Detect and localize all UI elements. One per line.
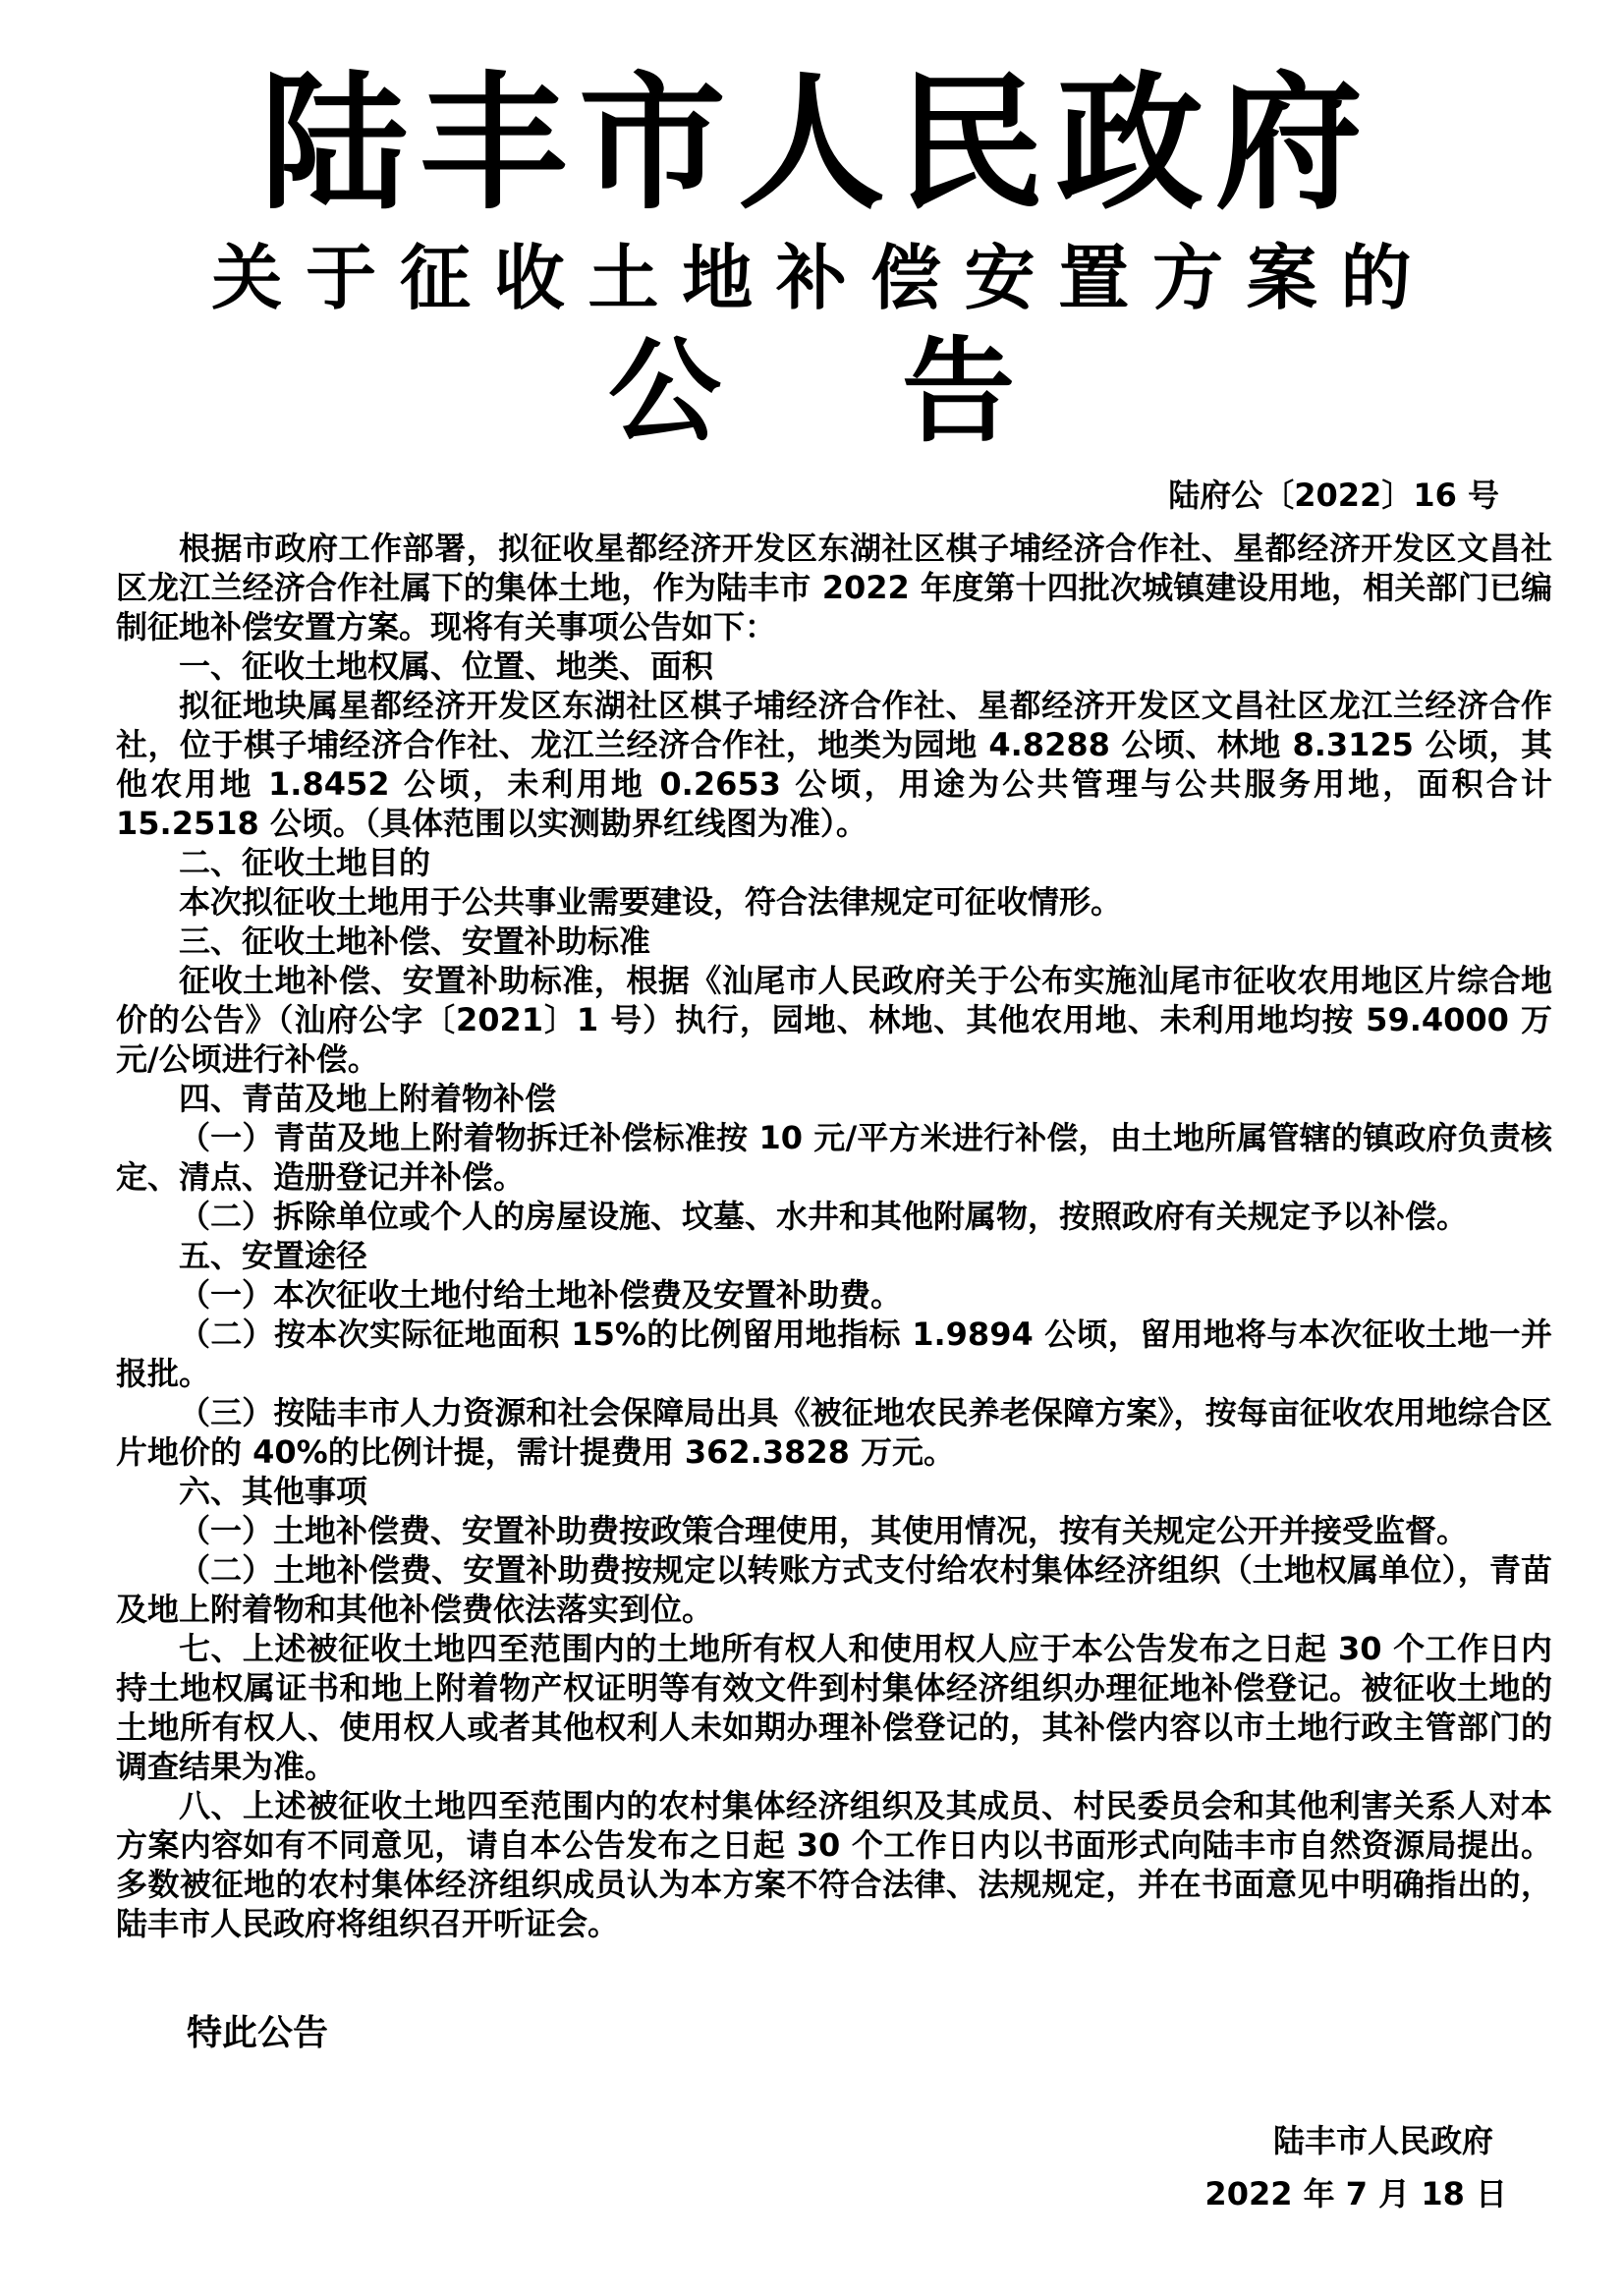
signature-block bbox=[0, 2114, 1623, 2220]
section-heading-1: 一、征收土地权属、位置、地类、面积 bbox=[179, 647, 714, 685]
paragraph-crops-1: （一）青苗及地上附着物拆迁补偿标准按 10 元/平方米进行补偿，由土地所属管辖的镇政府负责核定、清点、造册登记并补偿。 bbox=[116, 1119, 1552, 1196]
notice-type-heading: 公告 bbox=[608, 325, 1196, 458]
page-title: 陆丰市人民政府 bbox=[259, 57, 1374, 230]
paragraph-resettle-1: （一）本次征收土地付给土地补偿费及安置补助费。 bbox=[179, 1276, 903, 1314]
paragraph-land-details: 拟征地块属星都经济开发区东湖社区棋子埔经济合作社、星都经济开发区文昌社区龙江兰经济合作社，位于棋子埔经济合作社、龙江兰经济合作社，地类为园地 4.8288 公顷、林地 8.3125 公顷，其他农用地 1.8452 公顷，未利用地 0.2653 公顷，用途为公共管理与公共服务用地，面积合计 15.2518 公顷。（具体范围以实测勘界红线图为准）。 bbox=[116, 687, 1552, 842]
paragraph-crops-2: （二）拆除单位或个人的房屋设施、坟墓、水井和其他附属物，按照政府有关规定予以补偿。 bbox=[179, 1198, 1469, 1235]
paragraph-objections: 八、上述被征收土地四至范围内的农村集体经济组织及其成员、村民委员会和其他利害关系人对本方案内容如有不同意见，请自本公告发布之日起 30 个工作日内以书面形式向陆丰市自然资源局提出。多数被征地的农村集体经济组织成员认为本方案不符合法律、法规规定，并在书面意见中明确指出的，陆丰市人民政府将组织召开听证会。 bbox=[116, 1787, 1552, 1942]
closing-statement: 特此公告 bbox=[187, 2013, 329, 2053]
paragraph-purpose: 本次拟征收土地用于公共事业需要建设，符合法律规定可征收情形。 bbox=[179, 883, 1123, 921]
document-number: 陆府公〔2022〕16 号 bbox=[1168, 476, 1499, 514]
paragraph-other-1: （一）土地补偿费、安置补助费按政策合理使用，其使用情况，按有关规定公开并接受监督。 bbox=[179, 1512, 1469, 1549]
issue-date: 2022 年 7 月 18 日 bbox=[1204, 2175, 1507, 2212]
section-heading-3: 三、征收土地补偿、安置补助标准 bbox=[179, 923, 651, 960]
page-subtitle: 关于征收土地补偿安置方案的 bbox=[211, 236, 1435, 319]
paragraph-other-2: （二）土地补偿费、安置补助费按规定以转账方式支付给农村集体经济组织（土地权属单位），青苗及地上附着物和其他补偿费依法落实到位。 bbox=[116, 1551, 1552, 1628]
paragraph-compensation-std: 征收土地补偿、安置补助标准，根据《汕尾市人民政府关于公布实施汕尾市征收农用地区片综合地价的公告》（汕府公字〔2021〕1 号）执行，园地、林地、其他农用地、未利用地均按 59.4000 万元/公顷进行补偿。 bbox=[116, 962, 1552, 1078]
section-heading-4: 四、青苗及地上附着物补偿 bbox=[179, 1080, 557, 1117]
paragraph-resettle-2: （二）按本次实际征地面积 15%的比例留用地指标 1.9894 公顷，留用地将与本次征收土地一并报批。 bbox=[116, 1316, 1552, 1392]
section-heading-2: 二、征收土地目的 bbox=[179, 844, 431, 881]
section-heading-6: 六、其他事项 bbox=[179, 1473, 368, 1510]
section-heading-5: 五、安置途径 bbox=[179, 1237, 368, 1274]
paragraph-resettle-3: （三）按陆丰市人力资源和社会保障局出具《被征地农民养老保障方案》，按每亩征收农用地综合区片地价的 40%的比例计提，需计提费用 362.3828 万元。 bbox=[116, 1394, 1552, 1471]
paragraph-intro: 根据市政府工作部署，拟征收星都经济开发区东湖社区棋子埔经济合作社、星都经济开发区文昌社区龙江兰经济合作社属下的集体土地，作为陆丰市 2022 年度第十四批次城镇建设用地，相关部门已编制征地补偿安置方案。现将有关事项公告如下： bbox=[116, 530, 1552, 645]
notice-body bbox=[116, 529, 1552, 1943]
issuer-name: 陆丰市人民政府 bbox=[1272, 2122, 1493, 2159]
paragraph-registration: 七、上述被征收土地四至范围内的土地所有权人和使用权人应于本公告发布之日起 30 个工作日内持土地权属证书和地上附着物产权证明等有效文件到村集体经济组织办理征地补偿登记。被征收土地的土地所有权人、使用权人或者其他权利人未如期办理补偿登记的，其补偿内容以市土地行政主管部门的调查结果为准。 bbox=[116, 1630, 1552, 1785]
